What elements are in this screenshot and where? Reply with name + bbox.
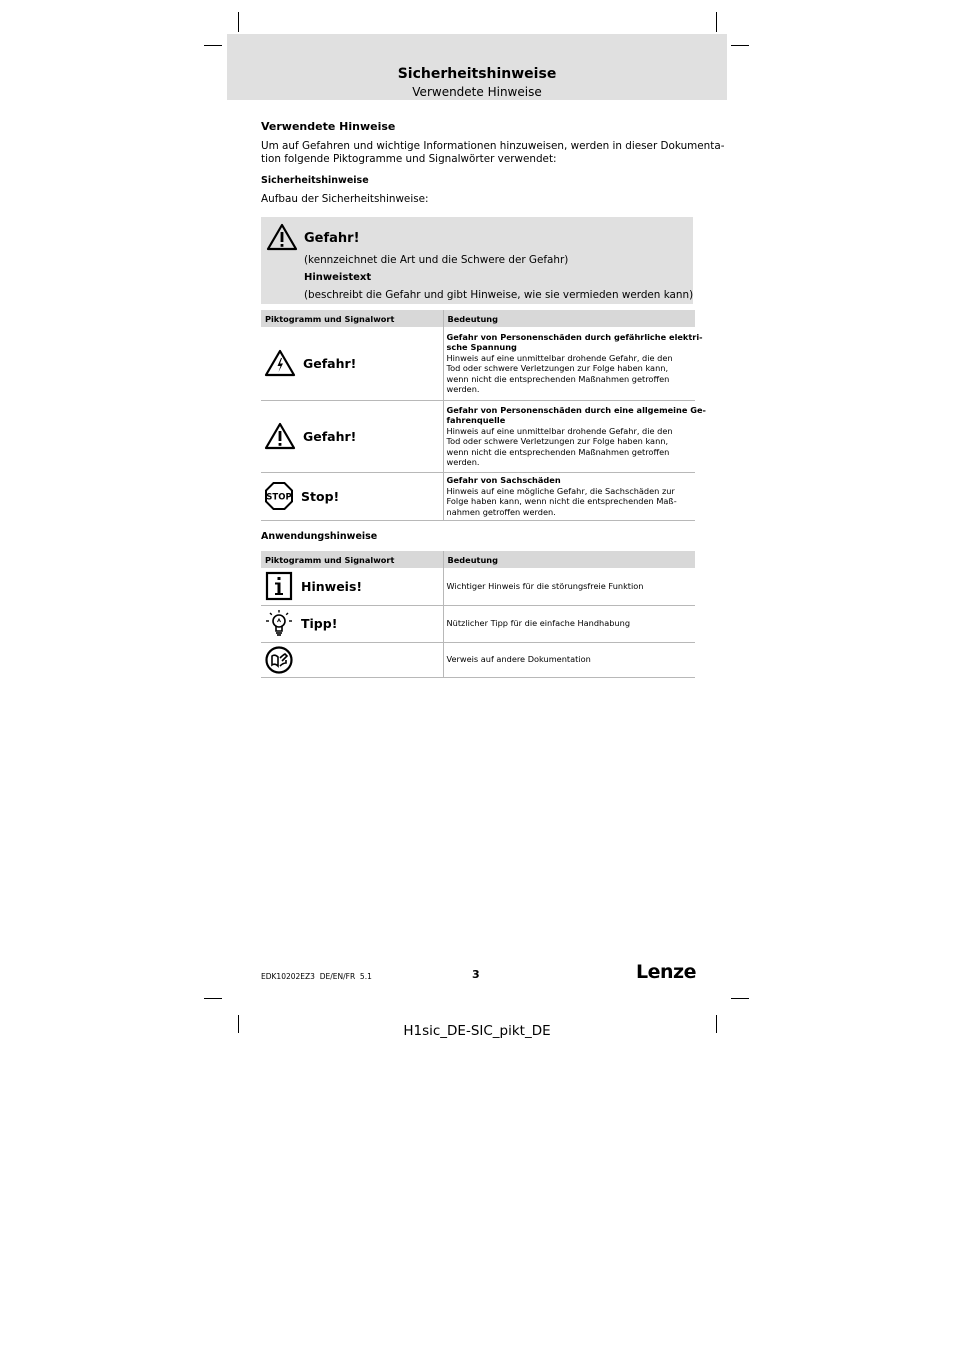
table-row — [261, 642, 695, 677]
safety-subtitle: Sicherheitshinweise — [261, 175, 369, 186]
table-header-row — [261, 551, 695, 568]
table-header: Bedeutung — [443, 310, 695, 327]
electric-warning-icon — [264, 349, 296, 377]
signal-word: Hinweis! — [301, 578, 363, 594]
page-number: 3 — [472, 968, 480, 981]
intro-line: tion folgende Piktogramme und Signalwörter verwendet: — [261, 153, 557, 165]
crop-mark — [238, 12, 239, 32]
meaning-line: Tod oder schwere Verletzungen zur Folge haben kann, — [446, 363, 669, 374]
header-subtitle: Verwendete Hinweise — [412, 85, 542, 99]
lenze-logo: Lenze — [636, 961, 696, 983]
box-line-bold: Hinweistext — [304, 272, 372, 283]
pictogram-cell — [261, 472, 443, 520]
meaning-cell: Nützlicher Tipp für die einfache Handhabung — [443, 605, 695, 642]
table-header: Piktogramm und Signalwort — [261, 551, 443, 568]
crop-mark — [204, 45, 222, 46]
document-id: EDK10202EZ3 DE/EN/FR 5.1 — [261, 972, 372, 981]
intro-text — [261, 140, 725, 166]
safety-example-box — [261, 217, 693, 304]
table-row — [261, 400, 695, 472]
svg-text:STOP: STOP — [266, 492, 292, 503]
box-signal-word: Gefahr! — [304, 231, 360, 246]
crop-mark — [731, 998, 749, 999]
signal-word: Tipp! — [301, 616, 338, 631]
section-title: Verwendete Hinweise — [261, 120, 396, 133]
meaning-line: Tod oder schwere Verletzungen zur Folge haben kann, — [446, 436, 669, 446]
table-row — [261, 568, 695, 605]
meaning-cell — [443, 327, 703, 400]
meaning-bold: Gefahr von Personenschäden durch gefährliche elektri- — [446, 331, 703, 342]
lightbulb-icon — [264, 609, 294, 639]
signal-word: Stop! — [301, 488, 340, 504]
pictogram-cell — [261, 568, 443, 605]
table-row — [261, 605, 695, 642]
crop-mark — [204, 998, 222, 999]
meaning-cell — [443, 400, 706, 472]
application-table — [261, 551, 695, 678]
pictogram-cell — [261, 605, 443, 642]
reference-icon — [264, 645, 294, 675]
meaning-line: werden. — [446, 457, 480, 467]
header-title: Sicherheitshinweise — [397, 66, 557, 82]
file-name: H1sic_DE-SIC_pikt_DE — [403, 1023, 551, 1039]
signal-word: Gefahr! — [303, 428, 357, 444]
box-line: (beschreibt die Gefahr und gibt Hinweise, wie sie vermieden werden kann) — [304, 289, 694, 301]
meaning-cell: Verweis auf andere Dokumentation — [443, 642, 695, 677]
pictogram-cell — [261, 400, 443, 472]
warning-triangle-icon — [264, 422, 296, 450]
table-header-row — [261, 310, 695, 327]
crop-mark — [731, 45, 749, 46]
crop-mark — [716, 12, 717, 32]
meaning-cell: Wichtiger Hinweis für die störungsfreie Funktion — [443, 568, 695, 605]
safety-table — [261, 310, 706, 521]
table-header: Piktogramm und Signalwort — [261, 310, 443, 327]
meaning-line: Hinweis auf eine mögliche Gefahr, die Sachschäden zur — [446, 485, 675, 496]
meaning-line: wenn nicht die entsprechenden Maßnahmen getroffen — [446, 446, 670, 457]
meaning-line: wenn nicht die entsprechenden Maßnahmen getroffen — [446, 373, 670, 384]
meaning-line: nahmen getroffen werden. — [446, 506, 556, 517]
meaning-line: Folge haben kann, wenn nicht die entsprechenden Maß- — [446, 496, 677, 506]
signal-word: Gefahr! — [303, 355, 357, 371]
meaning-bold: Gefahr von Sachschäden — [446, 475, 561, 485]
structure-label: Aufbau der Sicherheitshinweise: — [261, 193, 429, 205]
application-subtitle: Anwendungshinweise — [261, 531, 378, 542]
pictogram-cell — [261, 642, 443, 677]
pictogram-cell — [261, 327, 443, 400]
info-icon — [264, 571, 294, 601]
table-header: Bedeutung — [443, 551, 695, 568]
warning-triangle-icon — [266, 223, 298, 251]
box-line: (kennzeichnet die Art und die Schwere der Gefahr) — [304, 254, 569, 266]
intro-line: Um auf Gefahren und wichtige Informationen hinzuweisen, werden in dieser Dokumenta- — [261, 140, 725, 152]
stop-sign-icon — [264, 481, 294, 511]
meaning-cell — [443, 472, 695, 520]
table-row — [261, 327, 695, 400]
meaning-line: Hinweis auf eine unmittelbar drohende Gefahr, die den — [446, 352, 673, 363]
meaning-bold: sche Spannung — [446, 342, 517, 353]
page-header — [227, 34, 727, 100]
meaning-line: werden. — [446, 384, 480, 395]
meaning-line: Hinweis auf eine unmittelbar drohende Gefahr, die den — [446, 425, 673, 436]
table-row — [261, 472, 695, 520]
meaning-bold: fahrenquelle — [446, 415, 506, 425]
meaning-bold: Gefahr von Personenschäden durch eine allgemeine Ge- — [446, 404, 706, 415]
